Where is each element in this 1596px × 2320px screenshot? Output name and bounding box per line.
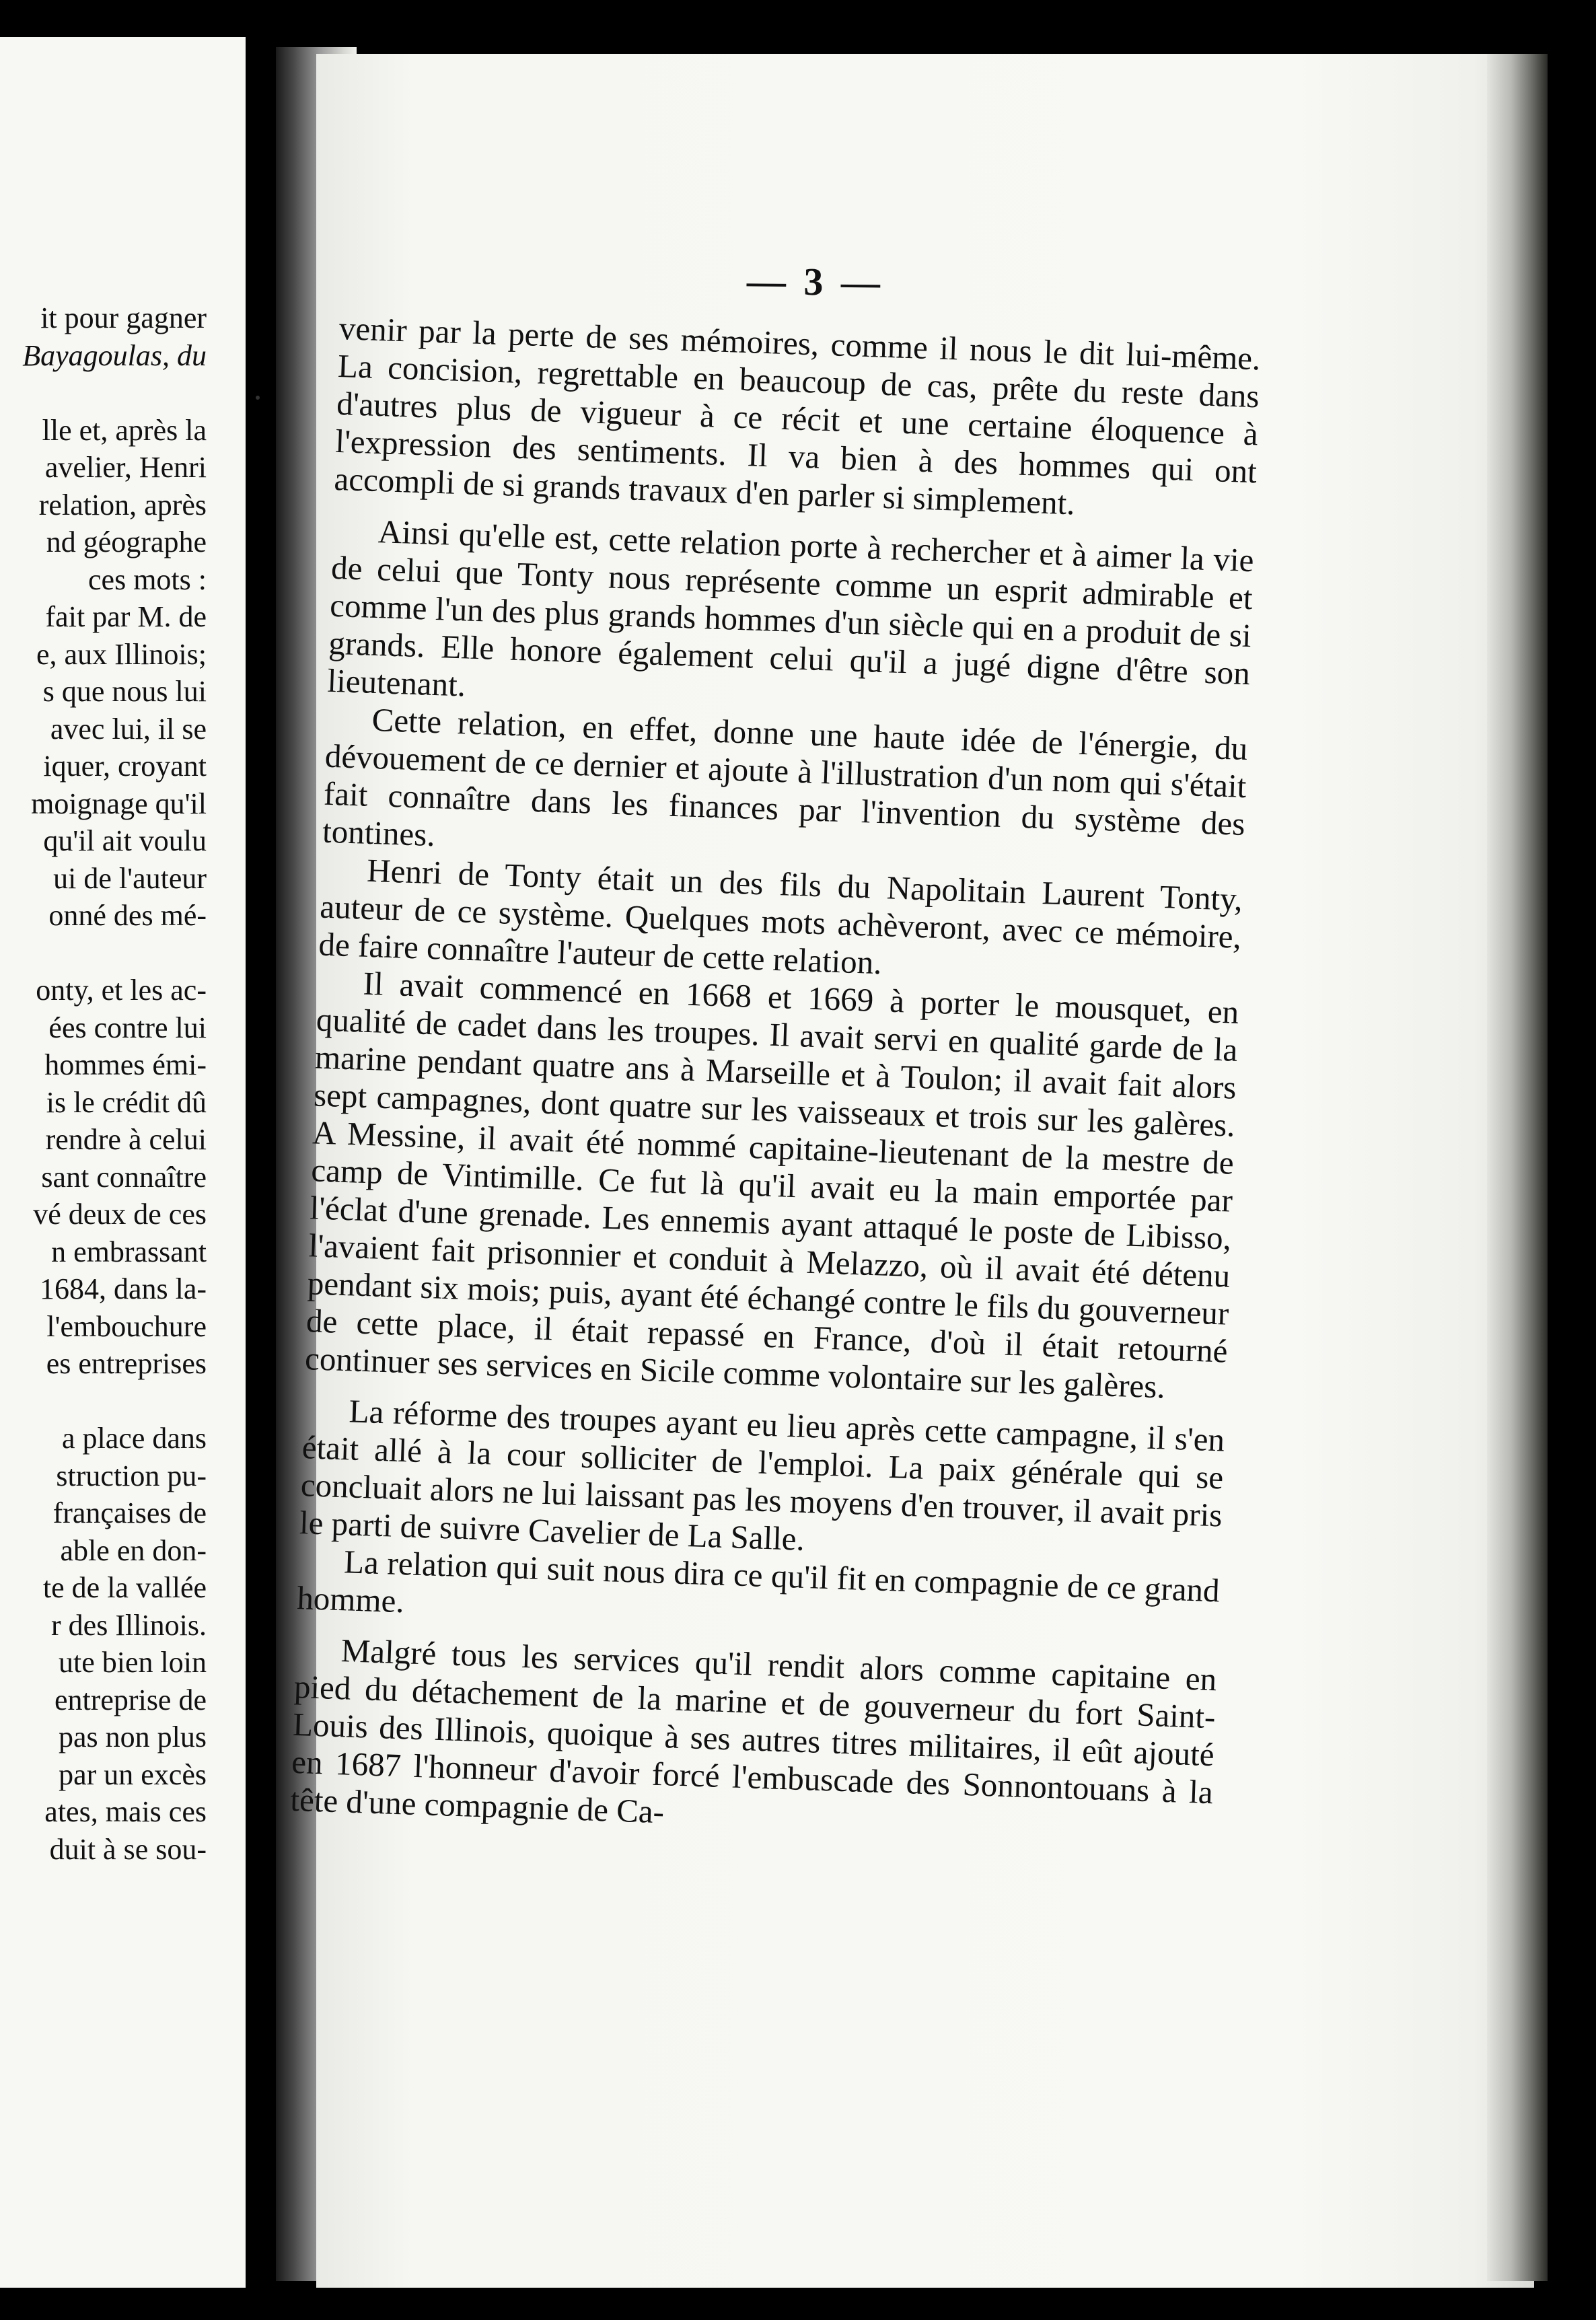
previous-page-text	[0, 299, 207, 1868]
left-line: es entreprises	[46, 1347, 207, 1380]
paragraph: venir par la perte de ses mémoires, comme il nous le dit lui-même. La concision, regrettable en beaucoup de cas, prête du reste dans d'autres plus de vigueur à ce récit et une certaine éloquence à l'expression des sentiments. Il va bien à des hommes qui ont accompli de si grands travaux d'en parler si simplement.	[333, 310, 1262, 522]
left-line	[0, 935, 207, 972]
paragraph: La relation qui suit nous dira ce qu'il fit en compagnie de ce grand homme.	[296, 1543, 1221, 1620]
left-line: avec lui, il se	[50, 712, 207, 746]
left-line: pas non plus	[59, 1720, 207, 1753]
left-line: r des Illinois.	[51, 1608, 207, 1642]
left-line: te de la vallée	[42, 1571, 207, 1604]
left-line: rendre à celui	[45, 1123, 207, 1156]
left-line	[0, 374, 207, 412]
left-line: lle et, après la	[42, 413, 207, 447]
left-line: ates, mais ces	[44, 1795, 207, 1828]
page-body-text	[290, 310, 1262, 1849]
left-line: ute bien loin	[59, 1646, 207, 1679]
left-line: sant connaître	[41, 1160, 207, 1194]
left-line: duit à se sou-	[49, 1832, 207, 1866]
speck-mark	[256, 396, 260, 400]
left-line: is le crédit dû	[46, 1085, 207, 1119]
left-line: ces mots :	[88, 563, 207, 596]
left-line: onty, et les ac-	[36, 974, 207, 1007]
left-line: struction pu-	[56, 1459, 207, 1492]
left-line: l'embouchure	[46, 1309, 207, 1343]
paragraph: La réforme des troupes ayant eu lieu après cette campagne, il s'en était allé à la cour solliciter de l'emploi. La paix générale qui se concluait alors ne lui laissant pas les moyens d'en trouver, il avait pris le parti de suivre Cavelier de La Salle.	[299, 1392, 1225, 1558]
left-line: françaises de	[52, 1496, 207, 1529]
page-number: — 3 —	[746, 258, 885, 305]
left-line: iquer, croyant	[43, 750, 207, 783]
paragraph: Malgré tous les services qu'il rendit alors comme capitaine en pied du détachement de la marine et de gouverneur du fort Saint-Louis des Illinois, quoique à ses autres titres militaires, il eût ajouté en 1687 l'honneur d'avoir forcé l'embuscade des Sonnontouans à la tête d'une compagnie de Ca-	[289, 1632, 1218, 1831]
left-line: moignage qu'il	[31, 787, 207, 820]
left-line: able en don-	[60, 1533, 207, 1567]
left-line: par un excès	[59, 1757, 207, 1791]
paragraph: Ainsi qu'elle est, cette relation porte à rechercher et à aimer la vie de celui que Tonty nous représente comme un esprit admirable et comme l'un des plus grands hommes d'un siècle qui en a produit de si grands. Elle honore également celui qu'il a jugé digne d'être son lieutenant.	[326, 513, 1255, 704]
left-line: e, aux Illinois;	[36, 637, 207, 671]
left-line: vé deux de ces	[33, 1198, 207, 1231]
left-line: s que nous lui	[42, 675, 207, 708]
left-line: Bayagoulas, du	[22, 338, 207, 372]
left-line: onné des mé-	[48, 899, 207, 932]
left-line: relation, après	[38, 488, 207, 521]
left-line: hommes émi-	[44, 1048, 207, 1081]
page-edge-shadow	[1487, 54, 1548, 2281]
left-line: qu'il ait voulu	[43, 824, 207, 857]
paragraph: Il avait commencé en 1668 et 1669 à porter le mousquet, en qualité de cadet dans les troupes. Il avait servi en qualité garde de la marine pendant quatre ans à Marseille et à Toulon; il avait fait alors sept campagnes, dont quatre sur les vaisseaux et trois sur les galères. A Messine, il avait été nommé capitaine-lieutenant de la mestre de camp de Vintimille. Ce fut là qu'il avait eu la main emportée par l'éclat d'une grenade. Les ennemis ayant attaqué le poste de Libisso, l'avaient fait prisonnier et conduit à Melazzo, où il avait été détenu pendant six mois; puis, ayant été échangé contre le fils du gouverneur de cette place, il était repassé en France, d'où il était retourné continuer ses services en Sicile comme volontaire sur les galères.	[304, 964, 1240, 1406]
left-line	[0, 1383, 207, 1420]
left-line: nd géographe	[46, 525, 207, 558]
left-line: it pour gagner	[40, 301, 207, 334]
left-line: n embrassant	[51, 1235, 207, 1268]
paragraph: Cette relation, en effet, donne une haute idée de l'énergie, du dévouement de ce dernier et ajoute à l'illustration d'un nom qui s'était fait connaître dans les finances par l'invention du système des tontines.	[322, 700, 1249, 854]
left-line: ées contre lui	[48, 1011, 207, 1044]
left-line: ui de l'auteur	[53, 861, 207, 895]
left-line: a place dans	[62, 1422, 207, 1455]
paragraph: Henri de Tonty était un des fils du Napolitain Laurent Tonty, auteur de ce système. Quelques mots achèveront, avec ce mémoire, de faire connaître l'auteur de cette relation.	[318, 851, 1243, 982]
left-line: 1684, dans la-	[39, 1272, 207, 1305]
left-line: fait par M. de	[45, 600, 207, 633]
previous-page-fragment	[0, 37, 246, 2288]
left-line: entreprise de	[55, 1683, 207, 1716]
left-line: avelier, Henri	[44, 451, 207, 484]
